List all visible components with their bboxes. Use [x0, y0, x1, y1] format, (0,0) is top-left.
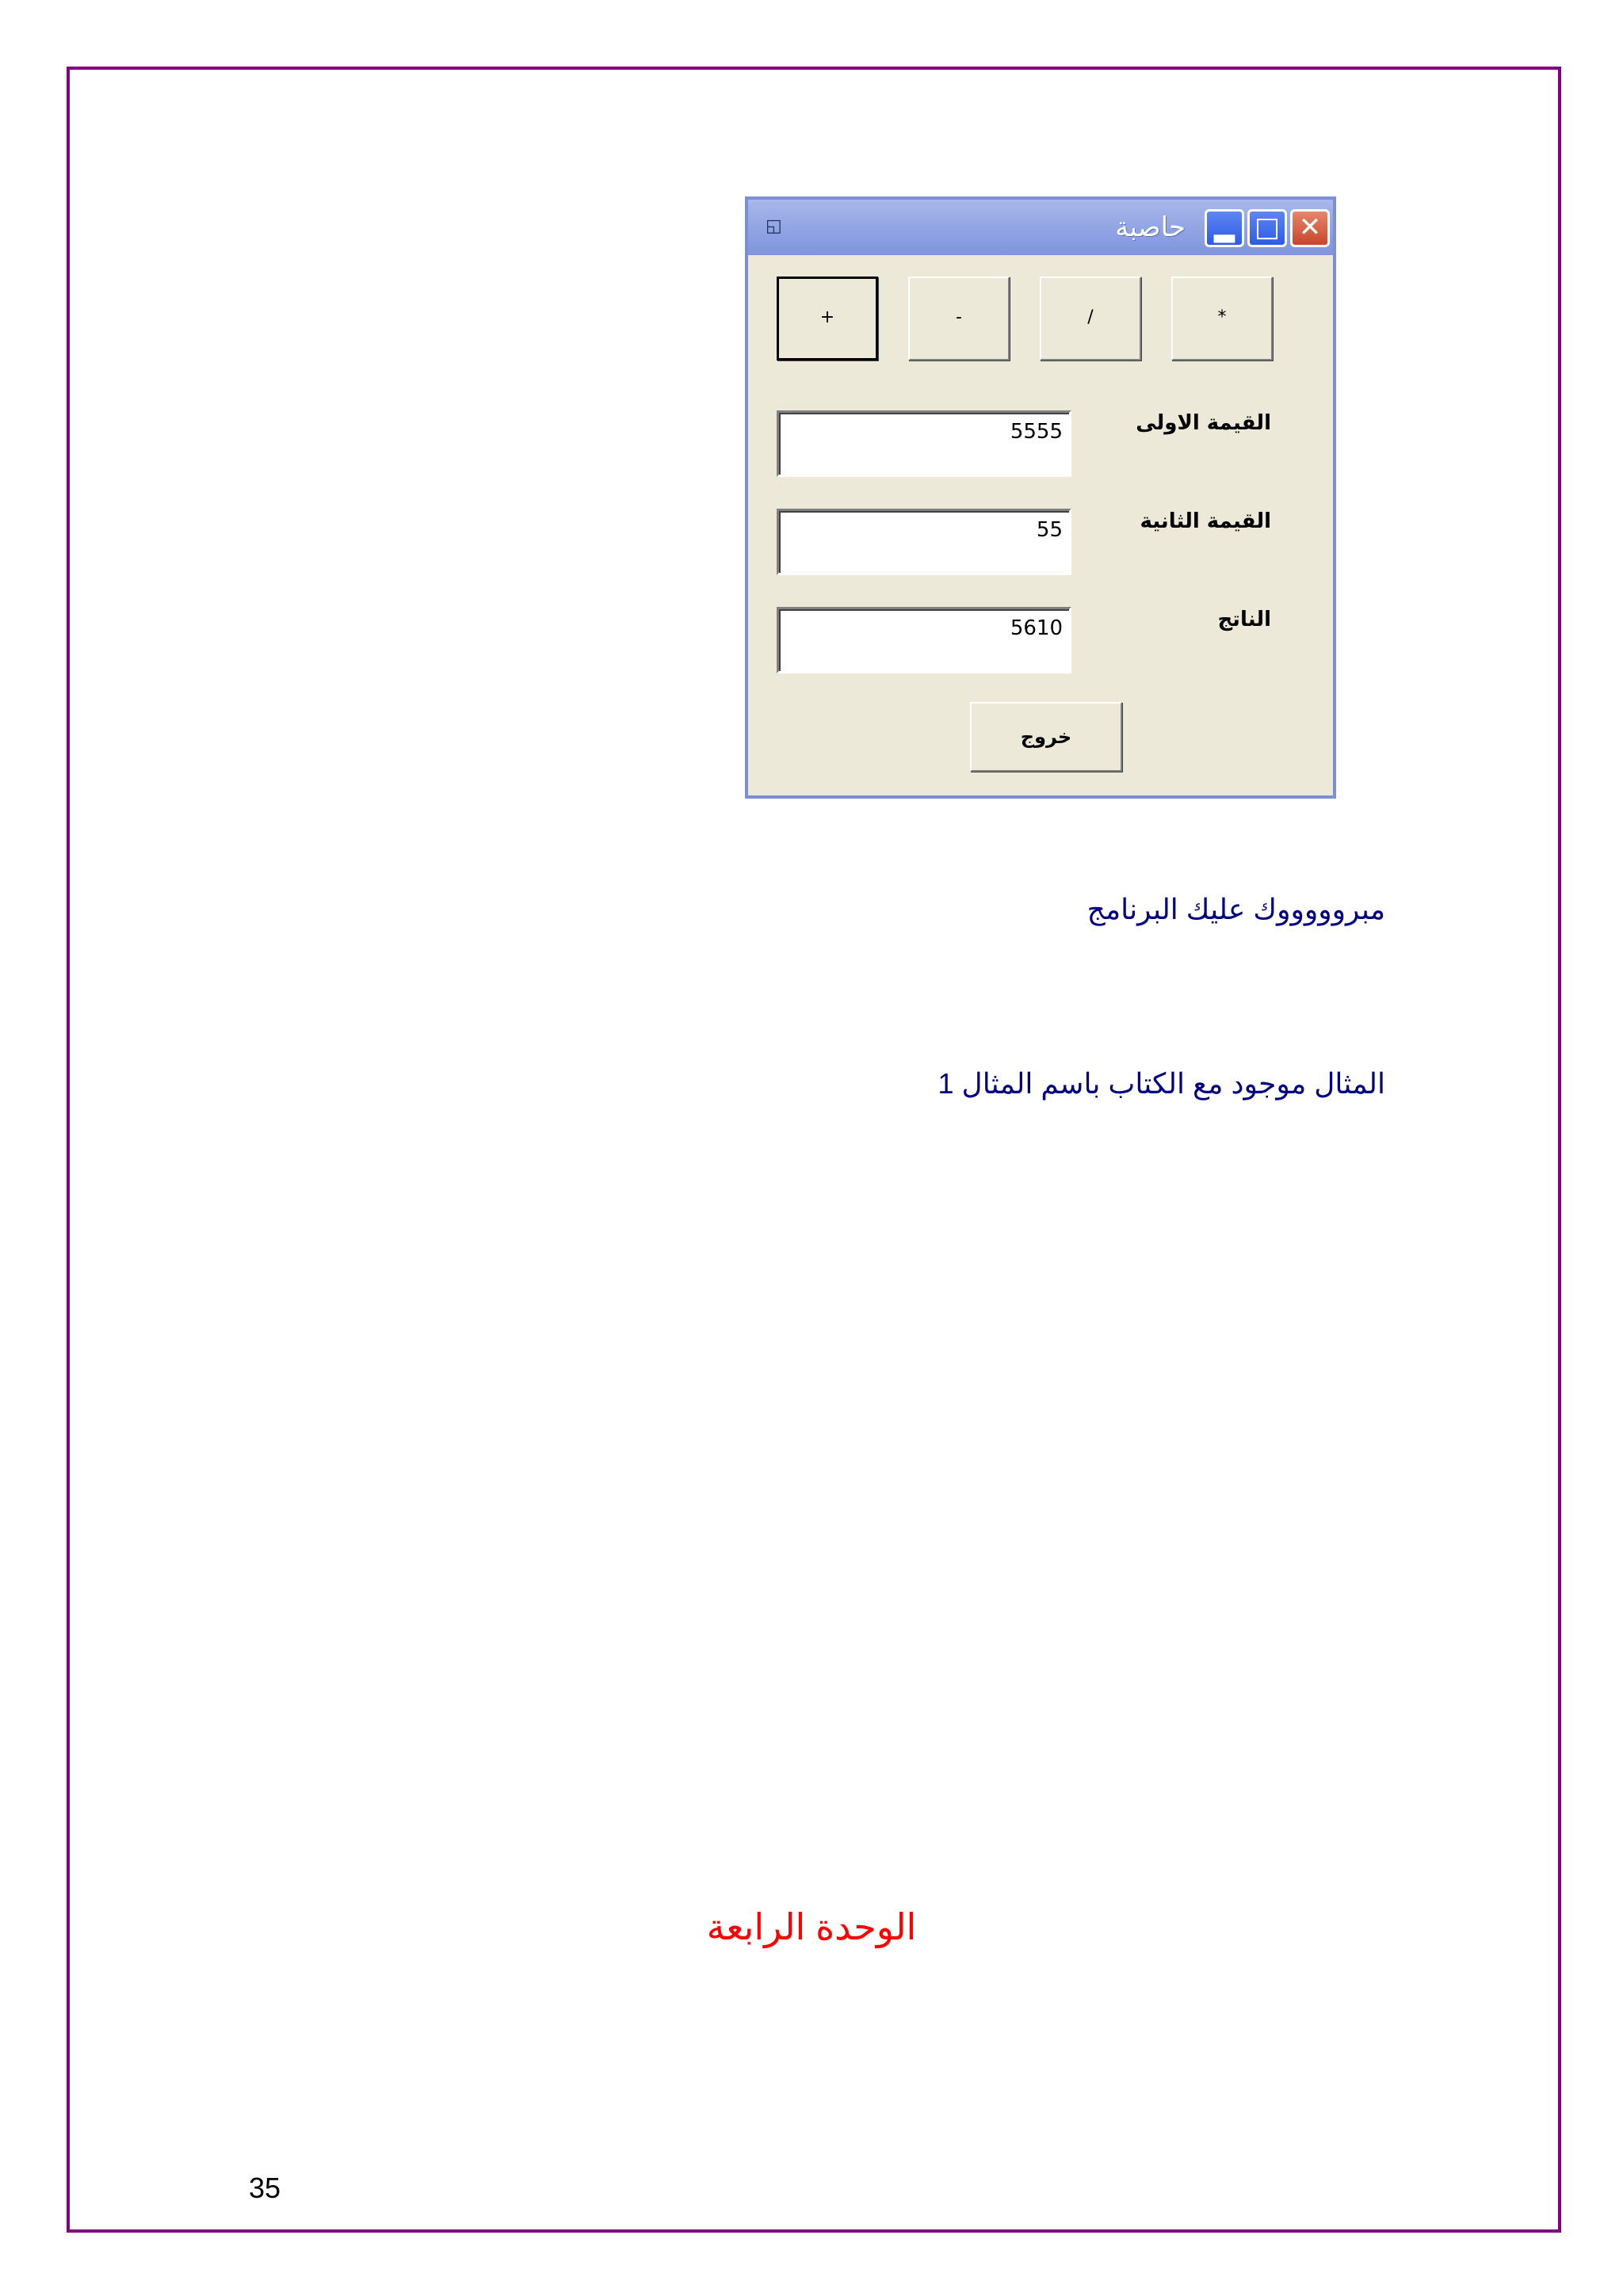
- multiply-button[interactable]: *: [1171, 277, 1273, 360]
- first-value-label: القيمة الاولى: [1136, 411, 1271, 435]
- close-icon[interactable]: ✕: [1290, 209, 1330, 247]
- minimize-icon[interactable]: ▂: [1205, 209, 1244, 247]
- first-value-field[interactable]: 5555: [777, 410, 1071, 477]
- divide-button[interactable]: /: [1040, 277, 1141, 360]
- second-value-label: القيمة الثانية: [1140, 509, 1271, 533]
- title-bar[interactable]: [748, 200, 1333, 255]
- subtract-button[interactable]: -: [908, 277, 1010, 360]
- unit-heading: الوحدة الرابعة: [706, 1906, 917, 1947]
- exit-button[interactable]: خروج: [970, 702, 1122, 772]
- maximize-icon[interactable]: □: [1247, 209, 1287, 247]
- calculator-window: [745, 196, 1336, 799]
- result-field[interactable]: 5610: [777, 607, 1071, 673]
- form-icon[interactable]: ◱: [766, 216, 782, 236]
- example-note: المثال موجود مع الكتاب باسم المثال 1: [938, 1067, 1385, 1100]
- result-label: الناتج: [1217, 608, 1271, 631]
- congrats-text: مبروووووك عليك البرنامج: [1086, 893, 1385, 925]
- window-title: حاصبة: [1115, 212, 1186, 243]
- add-button[interactable]: +: [777, 277, 878, 360]
- second-value-field[interactable]: 55: [777, 509, 1071, 575]
- page-number: 35: [249, 2172, 281, 2204]
